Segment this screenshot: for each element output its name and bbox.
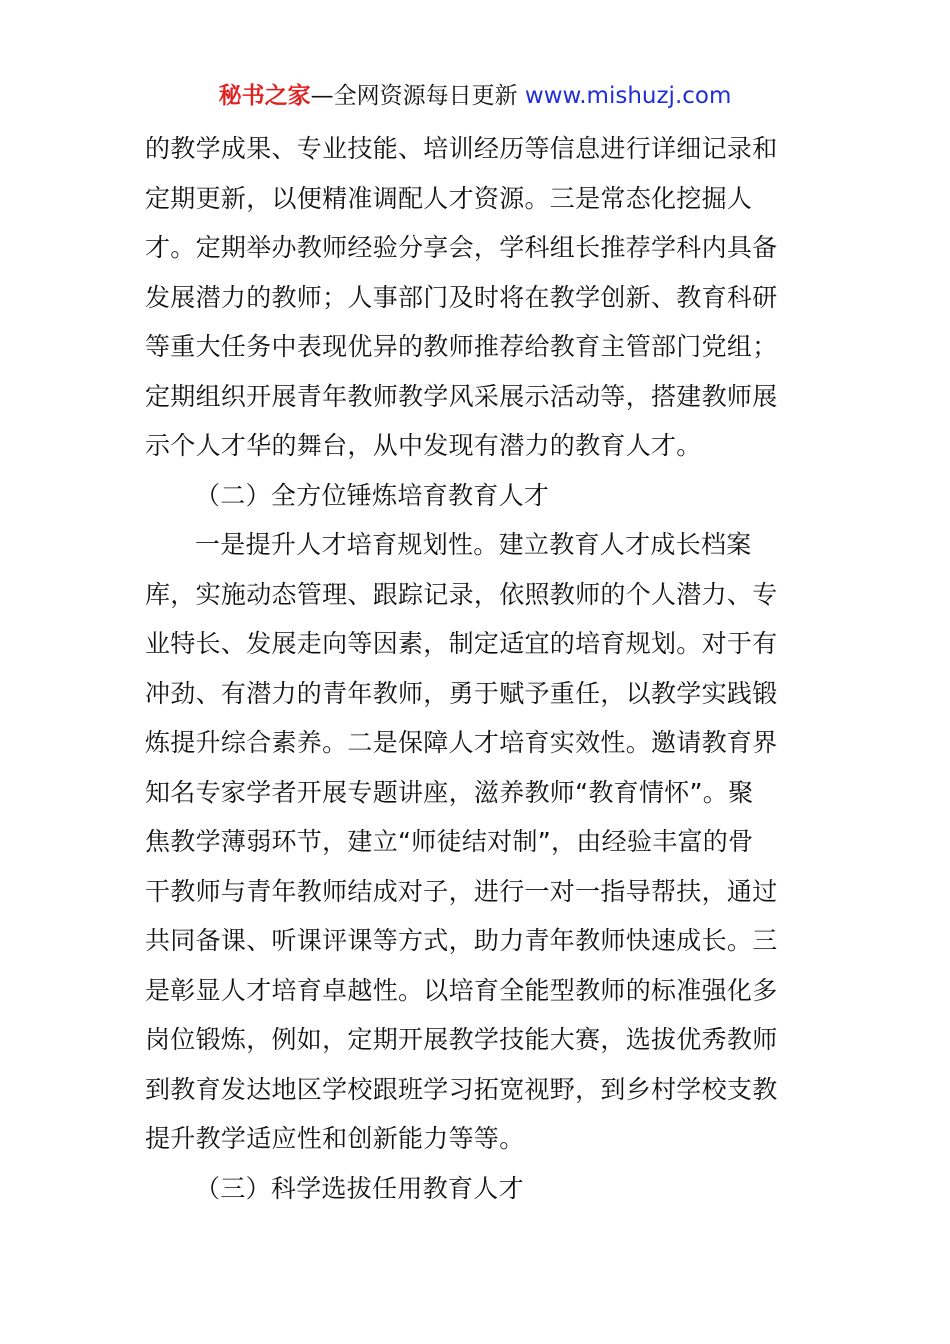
body-line: 炼提升综合素养。二是保障人才培育实效性。邀请教育界	[145, 728, 778, 757]
body-line: 定期组织开展青年教师教学风采展示活动等，搭建教师展	[145, 381, 778, 411]
body-line: 业特长、发展走向等因素，制定适宜的培育规划。对于有	[145, 629, 778, 658]
body-line: 是彰显人才培育卓越性。以培育全能型教师的标准强化多	[145, 975, 778, 1005]
site-header	[0, 80, 950, 112]
body-line: 定期更新，以便精准调配人才资源。三是常态化挖掘人	[145, 183, 753, 213]
section-heading: （三）科学选拔任用教育人才	[195, 1173, 524, 1203]
document-body	[145, 124, 810, 1213]
section-heading: （二）全方位锤炼培育教育人才	[195, 480, 550, 510]
body-line: 才。定期举办教师经验分享会，学科组长推荐学科内具备	[145, 233, 778, 262]
body-line: 提升教学适应性和创新能力等等。	[145, 1124, 525, 1153]
body-line: 到教育发达地区学校跟班学习拓宽视野，到乡村学校支教	[145, 1074, 778, 1104]
body-line: 共同备课、听课评课等方式，助力青年教师快速成长。三	[145, 926, 778, 955]
body-line: 焦教学薄弱环节，建立“师徒结对制”，由经验丰富的骨	[145, 827, 754, 856]
body-line: 示个人才华的舞台，从中发现有潜力的教育人才。	[145, 431, 702, 460]
site-url-link[interactable]: www.mishuzj.com	[524, 83, 732, 109]
body-line: 知名专家学者开展专题讲座，滋养教师“教育情怀”。聚	[145, 777, 754, 807]
body-line: 岗位锻炼，例如，定期开展教学技能大赛，选拔优秀教师	[145, 1025, 778, 1054]
body-line: 库，实施动态管理、跟踪记录，依照教师的个人潜力、专	[145, 579, 778, 609]
site-tagline: —全网资源每日更新	[310, 83, 525, 109]
body-line: 冲劲、有潜力的青年教师，勇于赋予重任，以教学实践锻	[145, 678, 778, 708]
site-brand: 秘书之家	[218, 83, 311, 109]
body-line: 等重大任务中表现优异的教师推荐给教育主管部门党组；	[145, 332, 778, 361]
paragraph-first-line: 一是提升人才培育规划性。建立教育人才成长档案	[195, 530, 752, 559]
body-line: 发展潜力的教师；人事部门及时将在教学创新、教育科研	[145, 282, 778, 312]
body-line: 干教师与青年教师结成对子，进行一对一指导帮扶，通过	[145, 876, 778, 906]
body-line: 的教学成果、专业技能、培训经历等信息进行详细记录和	[145, 134, 778, 163]
